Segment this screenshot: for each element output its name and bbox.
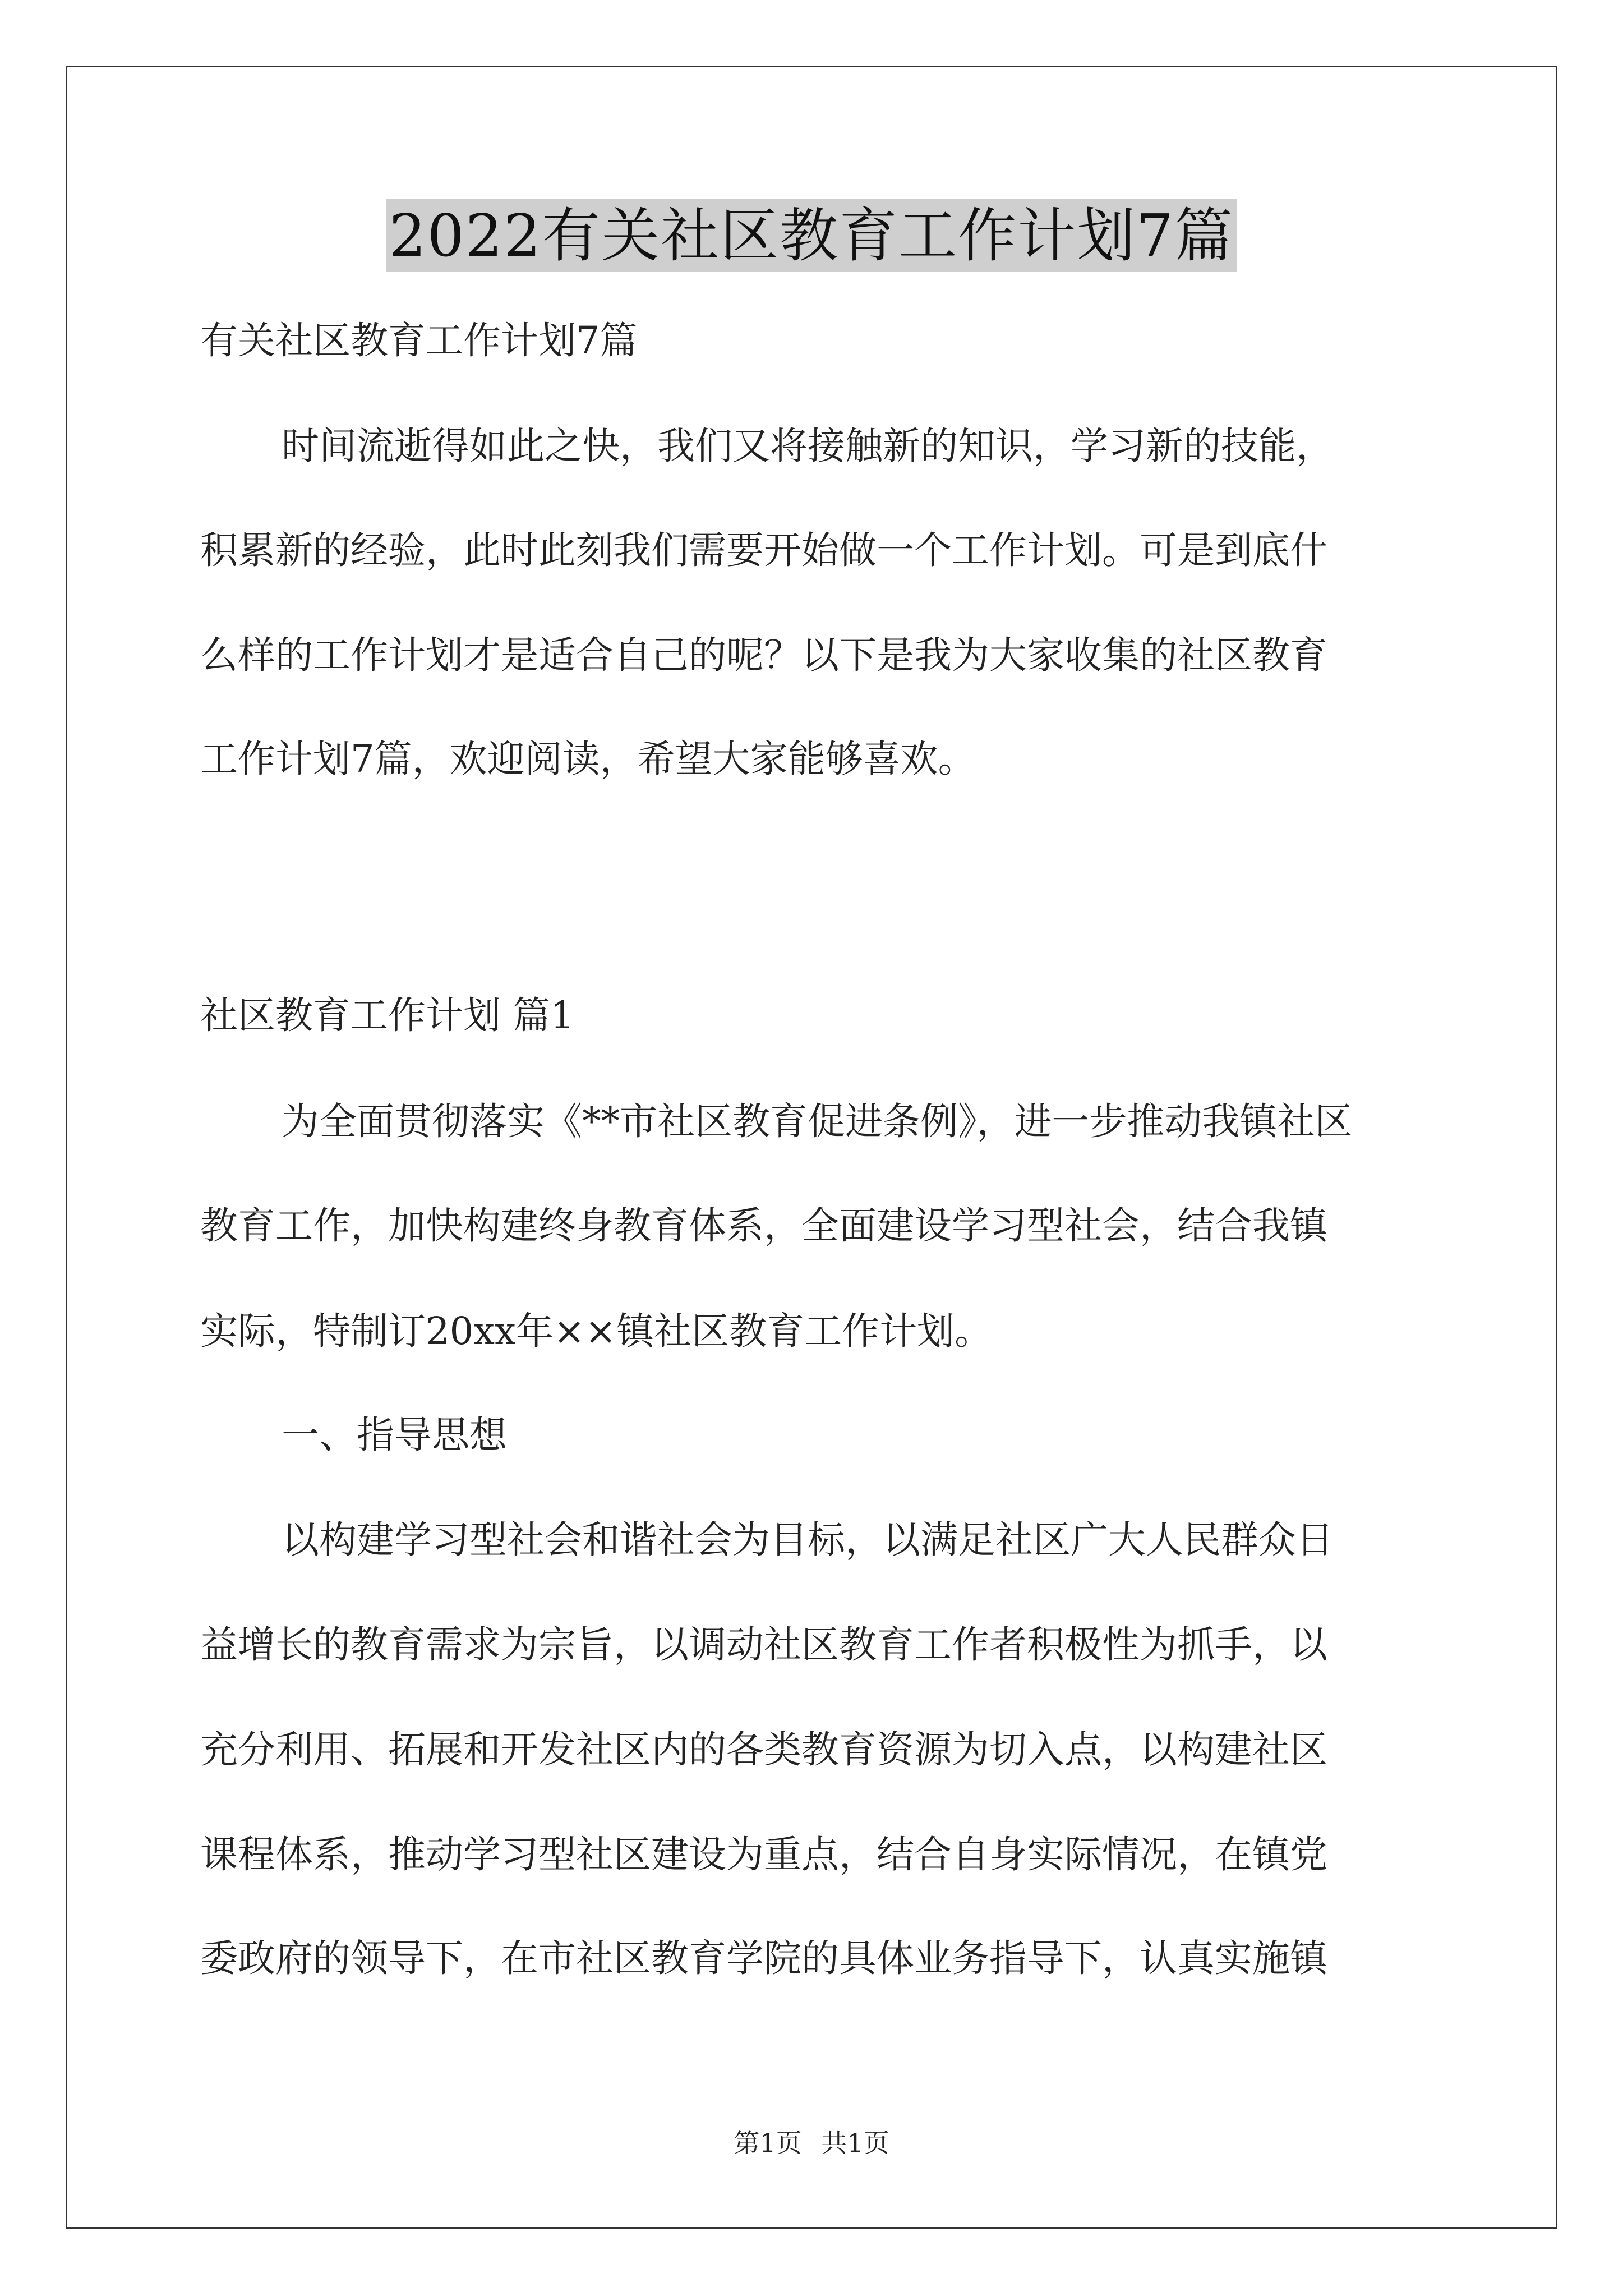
paragraph-line: 积累新的经验，此时此刻我们需要开始做一个工作计划。可是到底什 xyxy=(200,528,1327,572)
page-total: 共1页 xyxy=(821,2128,889,2158)
section-heading: 社区教育工作计划 篇1 xyxy=(200,993,574,1037)
page-footer xyxy=(0,2126,1623,2160)
paragraph-line: 委政府的领导下，在市社区教育学院的具体业务指导下，认真实施镇 xyxy=(200,1936,1327,1980)
paragraph-line: 实际，特制订20xx年××镇社区教育工作计划。 xyxy=(200,1309,993,1353)
paragraph-line: 么样的工作计划才是适合自己的呢？以下是我为大家收集的社区教育 xyxy=(200,633,1327,677)
page-number: 第1页 xyxy=(734,2128,802,2158)
paragraph-line: 课程体系，推动学习型社区建设为重点，结合自身实际情况，在镇党 xyxy=(200,1833,1327,1876)
title-container xyxy=(0,199,1623,272)
document-title: 2022有关社区教育工作计划7篇 xyxy=(386,199,1238,272)
paragraph-line: 充分利用、拓展和开发社区内的各类教育资源为切入点，以构建社区 xyxy=(200,1728,1327,1772)
paragraph-line: 益增长的教育需求为宗旨，以调动社区教育工作者积极性为抓手，以 xyxy=(200,1623,1327,1667)
paragraph-line: 为全面贯彻落实《**市社区教育促进条例》，进一步推动我镇社区 xyxy=(282,1099,1353,1143)
page-border xyxy=(66,66,1557,2229)
paragraph-line: 时间流逝得如此之快，我们又将接触新的知识，学习新的技能， xyxy=(282,424,1334,468)
paragraph-line: 教育工作，加快构建终身教育体系，全面建设学习型社会，结合我镇 xyxy=(200,1204,1327,1248)
paragraph-line: 以构建学习型社会和谐社会为目标，以满足社区广大人民群众日 xyxy=(282,1518,1334,1562)
subtitle-line: 有关社区教育工作计划7篇 xyxy=(200,319,638,362)
subheading-line: 一、指导思想 xyxy=(282,1413,507,1457)
paragraph-line: 工作计划7篇，欢迎阅读，希望大家能够喜欢。 xyxy=(200,737,976,781)
